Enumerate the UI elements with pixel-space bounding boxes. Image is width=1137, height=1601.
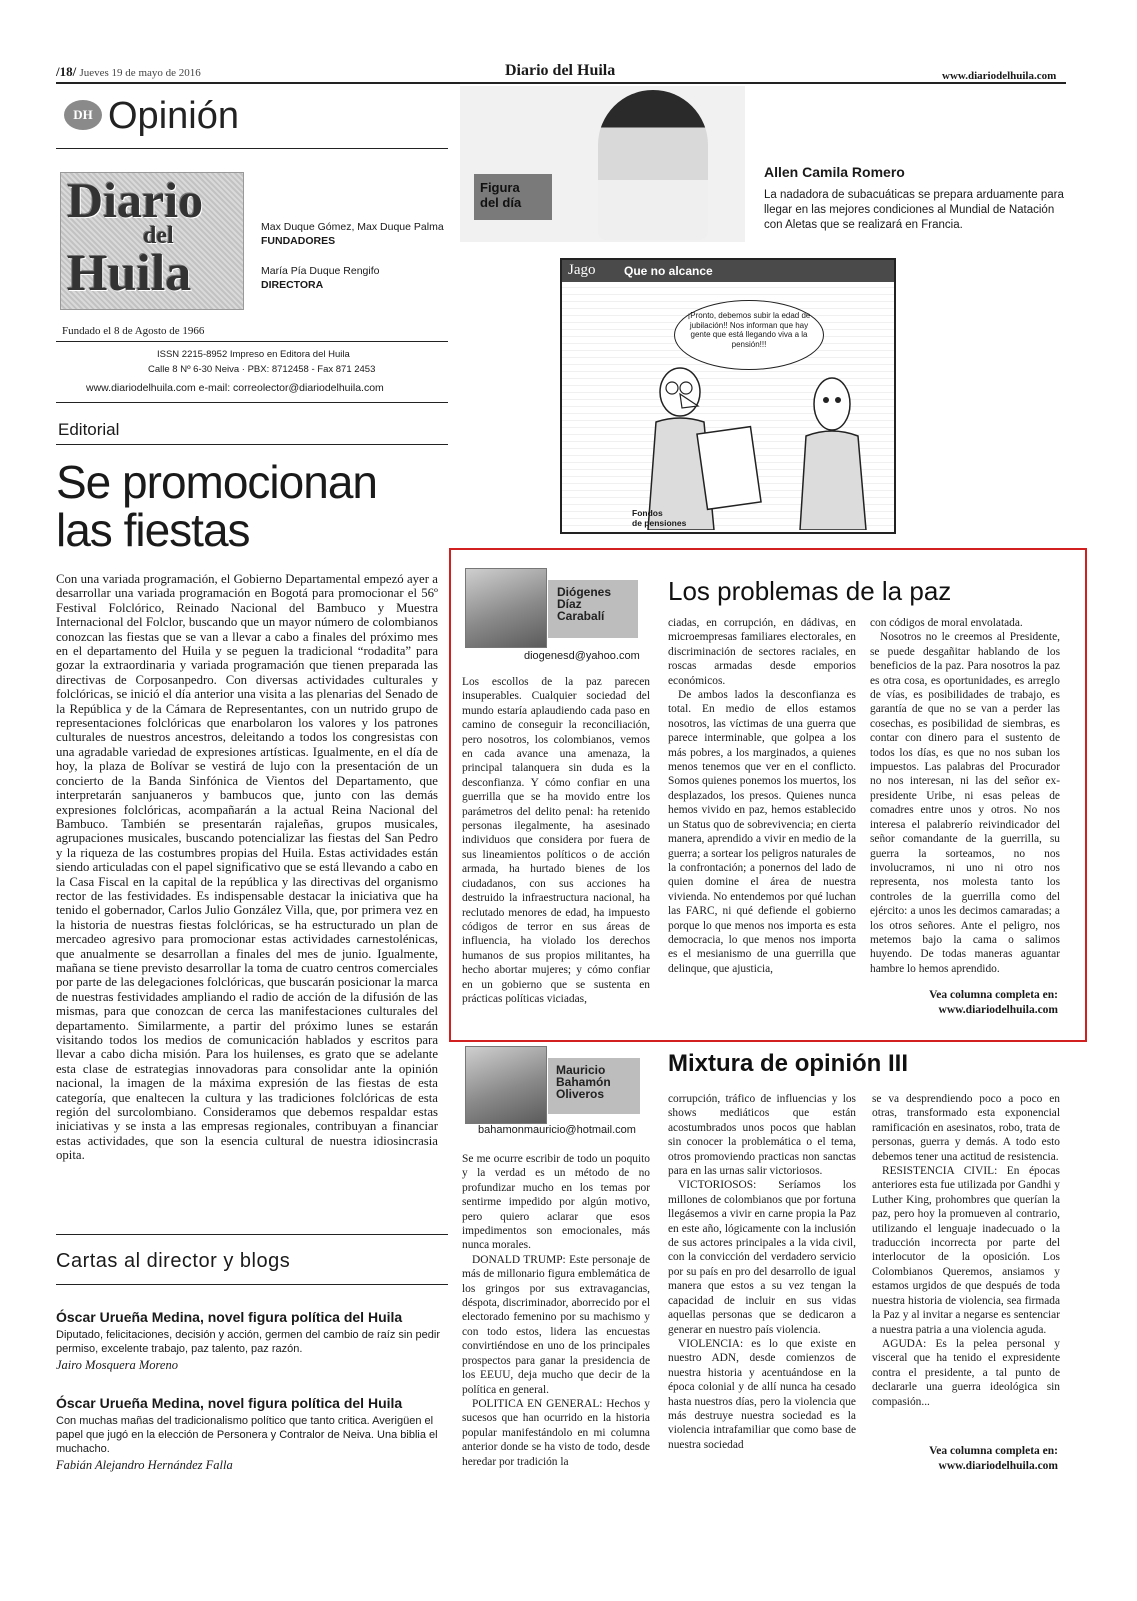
- column1-more: [870, 988, 1058, 1018]
- page-header-left: [56, 64, 201, 80]
- diario-del-huila-logo: Diario del Huila: [60, 172, 244, 310]
- author-email-diogenes[interactable]: diogenesd@yahoo.com: [524, 650, 640, 662]
- cartoon-title: Que no alcance: [624, 264, 713, 278]
- column1-more-link[interactable]: www.diariodelhuila.com: [938, 1004, 1058, 1016]
- author-name-diogenes: Diógenes Díaz Carabalí: [557, 585, 612, 623]
- page-date: Jueves 19 de mayo de 2016: [79, 67, 201, 79]
- column1-col-a: Los escollos de la paz parecen insuperables. Cualquier sociedad del mundo estaría aplaudiendo cada paso en camino de conseguir la reconciliación, pero nosotros, los colombianos, vemos en cada avance una amenaza, la principal talanquera sin duda es la desconfianza. Y cómo confiar en una guerrilla que se ha movido entre los parámetros del delito penal: ha retenido personas ilegalmente, ha asesinado individuos que considera por fuera de sus lineamientos políticos o de acción armada, ha hurtado bienes de los ciudadanos, con sus acciones ha destruido la infraestructura nacional, ha reclutado menores de edad, ha impuesto códigos de terror en sus áreas de influencia, ha violado los derechos humanos de sus propios militantes, ha hecho abortar mujeres; y cómo confiar en un gobierno que se sustenta en prácticas políticas viciadas,: [462, 676, 650, 1005]
- cartoon-speech-bubble: ¡Pronto, debemos subir la edad de jubilación!! Nos informan que hay gente que está llegando viva a la pensión!!!: [674, 300, 824, 370]
- letter-1: [56, 1308, 442, 1373]
- figura-photo: [460, 86, 745, 242]
- section-rule: [56, 148, 448, 149]
- editorial-title: [56, 458, 377, 554]
- column2-more-link[interactable]: www.diariodelhuila.com: [938, 1460, 1058, 1472]
- figura-text: La nadadora de subacuáticas se prepara arduamente para llegar en las mejores condiciones al Mundial de Natación con Aletas que se realizará en Francia.: [764, 189, 1064, 231]
- cartoon-title-bar: [562, 260, 894, 282]
- page-number: /18/: [56, 64, 77, 79]
- column1-col-b: ciadas, en corrupción, en dádivas, en microempresas familiares electorales, en discriminación de sectores raciales, en roscas armadas desde emporios económicos. De ambos lados la desconfianza es total. En medio de ellos estamos nosotros, las víctimas de una guerra que parece interminable, que golpea a los más pobres, a los marginados, a quienes menos tenemos que ver en el conflicto. Somos quienes ponemos los muertos, los desplazados, los presos. Quienes nunca hemos vivido en paz, hemos establecido un Status quo de sobrevivencia; en cierta manera, aprendido a vivir en medio de la guerra; a sortear los peligros naturales de la confrontación; a ponernos del lado de quien domine el área de nuestra vivienda. No entendemos por qué luchan las FARC, ni qué defiende el gobierno porque lo que menos nos importa es esta democracia, lo que menos nos importa es el mesianismo de una guerrilla que delinque, que ajusticia,: [668, 617, 856, 975]
- cartoon-man-right: [800, 378, 866, 530]
- cartoon-panel: [560, 258, 896, 534]
- masthead-rule: [56, 341, 448, 342]
- column2-col-c: se va desprendiendo poco a poco en otras, transformado esta exponencial ramificación en asesinatos, robo, trata de personas, guerra y demás. A todo esto debemos tener una actitud de resistencia. RESISTENCIA CIVIL: En épocas anteriores esta fue utilizada por Gandhi y Luther King, prohombres que querían la paz, pero hoy la promueven al contrario, utilizando el lenguaje inadecuado o la traducción incorrecta por parte del interlocutor de la oposición. Los Colombianos Queremos, ansiamos y estamos urgidos de que después de toda nuestra historia de violencia, sea firmada la Paz y al invitar a negarse es sentenciar a nuestra patria a una violencia aguda. AGUDA: Es la pelea personal y visceral que ha tenido el expresidente contra el presidente, a tal punto de declararle una guerra ideológica sin compasión...: [872, 1093, 1060, 1408]
- column1-title: Los problemas de la paz: [668, 576, 952, 606]
- editorial-kicker: Editorial: [58, 420, 120, 439]
- editorial-text: Con una variada programación, el Gobierno Departamental empezó ayer a desarrollar una variada programación en Bogotá para promocionar el 56º Festival Folclórico, Reinado Nacional del Bambuco y Muestra Internacional del Folclor, buscando que un mayor número de colombianos conozcan las fiestas que se van a llevar a cabo a finales del próximo mes en el departamento del Huila y se peguen la tradicional “rodadita” para gozar la extraordinaria y variada programación que tienen preparada las directivas de Corposanpedro. Con diversas actividades culturales y folclóricas, se inició el día anterior una visita a las plenarias del Senado de la República y de la Cámara de Representantes, con un nutrido grupo de representaciones folclóricas que enarbolaron los valores y los patrones culturales de nuestros ancestros, deleitando a todos los congresistas con una agradable variedad de expresiones artísticas. Igualmente, en el día de hoy, la plaza de Bolívar se vestirá de lujo con la presentación de un concierto de la Banda Sinfónica de Vientos del Departamento, que interpretarán sanjuaneros y bambucos que, junto con las demás expresiones folclóricas, acompañarán a la actual Reina Nacional del Bambuco. También se presentarán rajaleñas, grupos musicales, agrupaciones musicales, buscando potencializar las fiestas del San Pedro y la riqueza de las costumbres propias del Huila. Estas actividades están siendo articuladas con el papel significativo que se está llevando a cabo en la Casa Fiscal en la capital de la república y las directivas del organismo rector de las festividades. Es indispensable destacar la iniciativa que ha tenido el gobernador, Carlos Julio González Villa, que, por primera vez en la historia de nuestras fiestas folclóricas, se ha estructurado un plan de mercadeo agresivo para promocionar estas actividades carnestolénicas, que anualmente se desarrollan a finales del mes de junio. Igualmente, mañana se tiene previsto desarrollar la toma de cuatro centros comerciales por parte de las delegaciones folclóricas, que buscarán posicionar la marca de nuestras festividades ampliando el radio de acción de la difusión de las mismas, para que conozcan de cerca las manifestaciones culturales del departamento. Similarmente, a partir del próximo lunes se estarán visitando todos los medios de comunicación hablados y escritos para llevar a cabo dicha misión. Para los huilenses, es grato que se adelante esta clase de estrategias innovadoras para consolidar ante la opinión nacional, la imagen de la máxima expresión de las fiestas de esta categoría, que enaltecen la cultura y las tradiciones folclóricas de esta región del surcolombiano. Consideramos que debemos respaldar estas iniciativas y se insta a las empresas regionales, contribuyan a financiar estas actividades, que son la esencia cultural de nuestra idiosincrasia opita.: [56, 572, 438, 1163]
- founders-role: FUNDADORES: [261, 235, 336, 247]
- dh-logo-badge: DH: [64, 100, 102, 130]
- director-role: DIRECTORA: [261, 279, 324, 291]
- column2-col-b: corrupción, tráfico de influencias y los shows mediáticos que están acostumbrados unos pocos que hablan sin conocer la problemática o el tema, otros promoviendo practicas non sanctas para en las urnas salir victoriosos. VICTORIOSOS: Seríamos los millones de colombianos que por fortuna llegásemos a vivir en carne propia la Paz en este año, lógicamente con la inclusión de sus actores principales a la vida civil, con la convicción del verdadero servicio por su país en pro del desarrollo de igual manera que estos a su vez tengan la capacidad de incluir en sus vidas aquellas personas que se dedicaron a generar en nuestro país violencia. VIOLENCIA: es lo que existe en nuestro ADN, desde comienzos de nuestra historia y acentuándose en la época colonial y de allí nunca ha cesado hasta nuestros días, pero la violencia que más destruye nuestra sociedad es la violencia intrafamiliar que como base de nuestra sociedad: [668, 1093, 856, 1451]
- column1-col-c: con códigos de moral envolatada. Nosotros no le creemos al Presidente, se puede desgañitar hablando de los beneficios de la paz. Para nosotros la paz es otra cosa, es oportunidades, es arreglo de vías, es posibilidades de trabajo, es garantía de que no se van a perder las cosechas, es posibilidad de siembras, es contar con dinero para el sustento de todos los días, es que no nos suban los impuestos. Las palabras del Procurador no nos interesan, ni las del señor ex-presidente Uribe, ni esas peleas de comadres entre unos y otros. No nos interesa el palabrerío reivindicador del señor comandante de la guerrilla, su guerra la sorteamos, no nos involucramos, ni uno ni otro nos representa, nos molesta tanto los controles de la guerrilla como del ejército: a unos les decimos camaradas; a los otros señores. Ante el peligro, nos metemos bajo la cama o salimos huyendo. De todas maneras aguantar hambre lo hemos aprendido.: [870, 617, 1060, 975]
- header-rule: [56, 82, 1066, 84]
- figura-name: Allen Camila Romero: [764, 164, 905, 180]
- editorial-body: [56, 572, 438, 1216]
- figura-label: Figura del día: [480, 180, 522, 210]
- cartas-heading: Cartas al director y blogs: [56, 1250, 291, 1272]
- letter-author: Fabián Alejandro Hernández Falla: [56, 1458, 233, 1472]
- director-name: María Pía Duque Rengifo: [261, 265, 380, 277]
- masthead-director: [261, 264, 379, 292]
- figura-portrait: [598, 90, 708, 240]
- founders-names: Max Duque Gómez, Max Duque Palma: [261, 221, 444, 233]
- letter-text: Con muchas mañas del tradicionalismo político que tanto critica. Averigüen el papel que jugó en la elección de Personera y Contralor de Neiva. Una biblia el muchacho.: [56, 1415, 438, 1455]
- cartas-heading-rule: [56, 1284, 448, 1285]
- masthead-founders: [261, 220, 444, 248]
- contact-line[interactable]: www.diariodelhuila.com e-mail: correolector@diariodelhuila.com: [86, 382, 384, 394]
- column2-more: [872, 1444, 1058, 1474]
- address-line: Calle 8 Nº 6-30 Neiva · PBX: 8712458 - Fax 871 2453: [148, 364, 376, 375]
- editorial-rule: [56, 444, 448, 445]
- issn-line: ISSN 2215-8952 Impreso en Editora del Huila: [157, 349, 350, 360]
- cartoon-paper: [697, 427, 761, 510]
- author-photo-mauricio: [465, 1046, 547, 1124]
- column2-title: Mixtura de opinión III: [668, 1050, 908, 1077]
- column1-more-label: Vea columna completa en:: [929, 989, 1058, 1001]
- contact-rule: [56, 402, 448, 403]
- cartas-top-rule: [56, 1234, 448, 1235]
- newspaper-name: Diario del Huila: [505, 62, 616, 79]
- letter-title: Óscar Urueña Medina, novel figura política del Huila: [56, 1395, 403, 1411]
- letter-text: Diputado, felicitaciones, decisión y acción, germen del cambio de raíz sin pedir permiso, excelente trabajo, paz talento, paz razón.: [56, 1329, 440, 1355]
- author-name-mauricio: Mauricio Bahamón Oliveros: [556, 1063, 611, 1101]
- author-photo-diogenes: [465, 568, 547, 648]
- cartoon-drawing: [622, 360, 872, 530]
- letter-title: Óscar Urueña Medina, novel figura política del Huila: [56, 1309, 403, 1325]
- letter-2: [56, 1394, 442, 1473]
- cartoon-caption: Fondos de pensiones: [632, 508, 687, 528]
- founded-date: Fundado el 8 de Agosto de 1966: [62, 325, 205, 337]
- cartoon-author: Jago: [568, 262, 596, 278]
- header-website[interactable]: www.diariodelhuila.com: [942, 70, 1057, 82]
- editorial-title-line2: las fiestas: [56, 504, 250, 556]
- column2-more-label: Vea columna completa en:: [929, 1445, 1058, 1457]
- column2-col-a: Se me ocurre escribir de todo un poquito y la verdad es un método de no profundizar mucho en los temas por sentirme impedido por algún motivo, pero quiero aclarar que esos impedimentos son emocionales, más nunca morales. DONALD TRUMP: Este personaje de más de millonario figura emblemática de los gringos por sus extravagancias, déspota, discriminador, aborrecido por el electorado femenino por su machismo y con todo estos, lidera las encuestas convirtiéndose en uno de los principales prospectos para ganar la presidencia de los EEUU, deja mucho que decir de la política en general. POLITICA EN GENERAL: Hechos y sucesos que han ocurrido en la historia popular manifestándolo en mi columna anterior donde se ha visto de todo, desde heredar por tradición la: [462, 1153, 650, 1468]
- section-title: Opinión: [108, 95, 239, 137]
- author-email-mauricio[interactable]: bahamonmauricio@hotmail.com: [478, 1124, 636, 1136]
- editorial-title-line1: Se promocionan: [56, 456, 377, 508]
- letter-author: Jairo Mosquera Moreno: [56, 1358, 178, 1372]
